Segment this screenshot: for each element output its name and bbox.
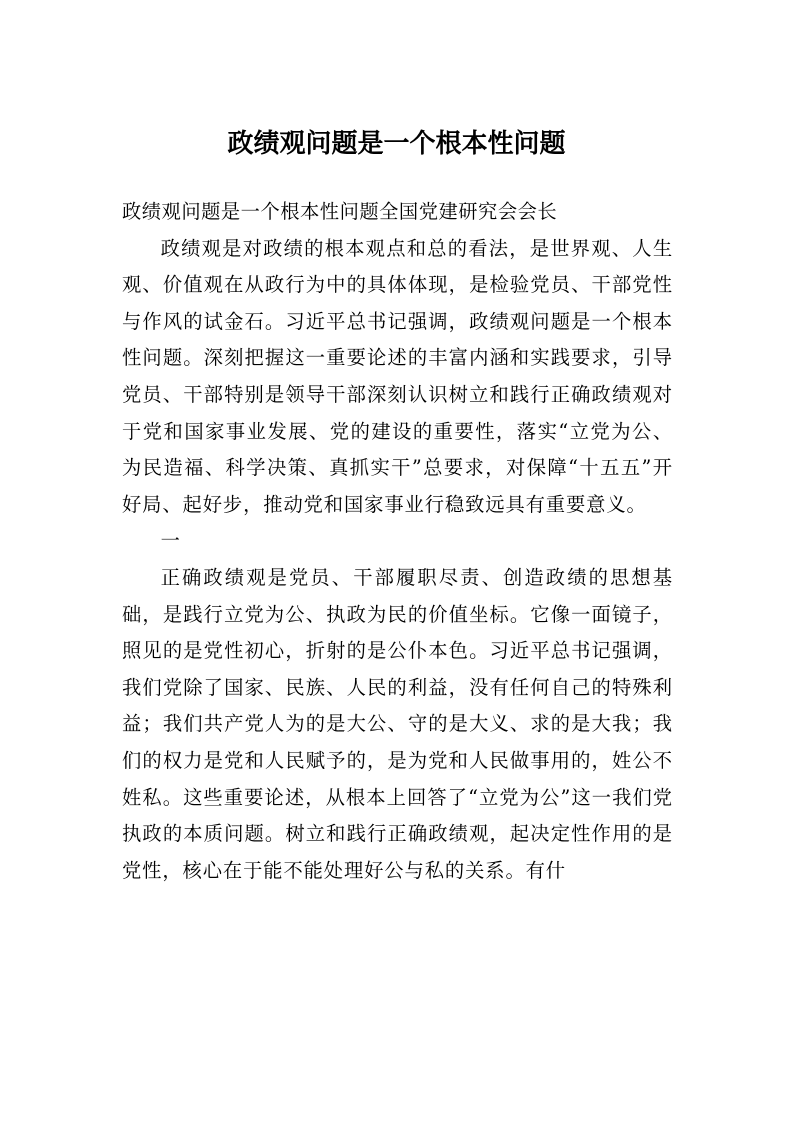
document-title: 政绩观问题是一个根本性问题: [227, 129, 566, 159]
document-body: [122, 194, 673, 889]
document-subtitle: 政绩观问题是一个根本性问题全国党建研究会会长: [122, 200, 558, 223]
paragraph-section-one: 正确政绩观是党员、干部履职尽责、创造政绩的思想基础，是践行立党为公、执政为民的价值坐标。它像一面镜子，照见的是党性初心，折射的是公仆本色。习近平总书记强调，我们党除了国家、民族、人民的利益，没有任何自己的特殊利益；我们共产党人为的是大公、守的是大义、求的是大我；我们的权力是党和人民赋予的，是为党和人民做事用的，姓公不姓私。这些重要论述，从根本上回答了“立党为公”这一我们党执政的本质问题。树立和践行正确政绩观，起决定性作用的是党性，核心在于能不能处理好公与私的关系。有什: [122, 565, 673, 882]
section-number-one: 一: [160, 529, 181, 553]
paragraph-intro: 政绩观是对政绩的根本观点和总的看法，是世界观、人生观、价值观在从政行为中的具体体现，是检验党员、干部党性与作风的试金石。习近平总书记强调，政绩观问题是一个根本性问题。深刻把握这一重要论述的丰富内涵和实践要求，引导党员、干部特别是领导干部深刻认识树立和践行正确政绩观对于党和国家事业发展、党的建设的重要性，落实“立党为公、为民造福、科学决策、真抓实干”总要求，对保障“十五五”开好局、起好步，推动党和国家事业行稳致远具有重要意义。: [122, 236, 673, 516]
